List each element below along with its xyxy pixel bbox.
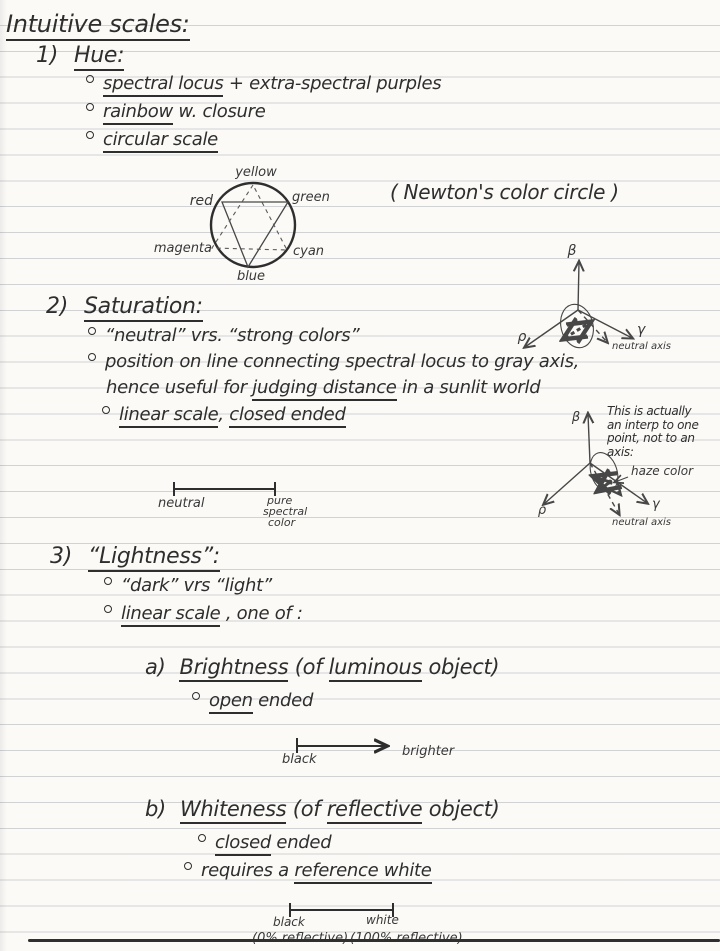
bullet-marker [88,327,96,335]
section-saturation-number: 2) [46,294,68,319]
margin-note-line4: axis: [607,444,634,459]
bullet-marker [198,834,206,842]
section-hue-number: 1) [36,43,58,68]
margin-note-line2: an interp to one [607,417,699,432]
brightness-scale-diagram [270,731,470,771]
section-hue-heading [36,43,124,68]
whiteness-letter: b) [145,797,166,821]
rho-label: ρ [537,503,547,518]
whiteness-head-post: object) [422,797,500,821]
rho-axis [525,310,578,347]
scale-right-label-line1: pure [267,494,293,507]
saturation-bullet-neutral-vs-strong [88,325,359,346]
margin-note-line1: This is actually [607,404,692,418]
section-hue-title: Hue: [74,43,124,71]
color-circle-diagram [150,160,380,295]
section-lightness-title: “Lightness”: [88,544,220,572]
whiteness-bullet1-underlined: closed [215,832,271,856]
brightness-bullet-open-ended [192,690,313,711]
whiteness-head-reflective: reflective [327,797,423,824]
section-lightness-heading [50,544,220,569]
margin-note-line3: point, not to an [607,431,695,445]
hue-bullet2-rest: w. closure [172,101,266,122]
whiteness-heading [145,797,500,821]
gamma-axis [578,310,632,338]
saturation-bullet2-line2-post: in a sunlit world [396,377,541,398]
bullet-marker [184,862,192,870]
section-saturation-title: Saturation: [84,294,203,322]
newton-caption: ( Newton's color circle ) [390,180,619,204]
haze-point [608,480,613,485]
rgb-axes-diagram-1 [488,238,698,368]
whiteness-bullet-closed-ended [198,832,331,853]
saturation-double-arrow [565,323,589,338]
section-saturation-heading [46,294,203,319]
label-blue: blue [236,269,266,284]
neutral-axis-label: neutral axis [612,341,671,352]
hue-bullet2-underlined: rainbow [103,101,173,125]
color-circle [211,183,295,267]
scale-right-label-line3: color [268,516,296,529]
whiteness-bullet2-pre: requires a [201,860,295,881]
scale-right-label: brighter [402,744,455,759]
saturation-bullet1-text: “neutral” vrs. “strong colors” [105,325,360,346]
label-magenta: magenta [153,241,212,256]
hue-bullet1-rest: + extra-spectral purples [223,73,442,94]
label-yellow: yellow [235,165,277,180]
hue-bullet-spectral-locus [86,73,441,94]
saturation-bullet3-underlined2: closed ended [229,404,345,428]
hue-bullet3-underlined: circular scale [103,129,218,153]
bullet-marker [102,406,110,414]
hue-bullet1-underlined: spectral locus [103,73,223,97]
haze-pointer-arrow [615,477,628,482]
whiteness-title: Whiteness [180,797,286,824]
lightness-bullet1-text: “dark” vrs “light” [121,575,272,596]
bullet-marker [86,75,94,83]
saturation-bullet3-separator: , [218,404,230,425]
haze-color-label: haze color [631,464,694,478]
neutral-axis-label: neutral axis [612,517,671,528]
gamma-label: γ [652,497,660,512]
bullet-marker [104,577,112,585]
saturation-bullet2-line2-pre: hence useful for [106,377,253,398]
whiteness-scale-diagram [240,896,510,951]
rgb-axes-diagram-2 [498,402,708,552]
brightness-head-post: object) [422,655,500,679]
brightness-letter: a) [145,655,166,679]
label-green: green [292,190,330,205]
lightness-bullet2-rest: , one of : [220,603,303,624]
page-title [6,10,190,38]
gamma-label: γ [637,322,646,338]
rho-label: ρ [517,329,527,345]
rho-axis [544,463,590,504]
section-lightness-number: 3) [50,544,72,569]
bullet-marker [86,131,94,139]
saturation-bullet3-underlined1: linear scale [119,404,218,428]
bullet-marker [104,605,112,613]
lightness-bullet2-underlined: linear scale [121,603,220,627]
brightness-head-luminous: luminous [329,655,422,682]
brightness-title: Brightness [179,655,288,682]
bullet-marker [86,103,94,111]
label-red: red [189,193,213,209]
lightness-bullet-dark-vs-light [104,575,272,596]
whiteness-head-mid: (of [286,797,327,821]
brightness-head-mid: (of [288,655,329,679]
beta-axis [578,262,579,310]
beta-axis [588,414,590,463]
page-title-text: Intuitive scales: [6,10,190,41]
brightness-heading [145,655,499,679]
whiteness-bullet-reference-white [184,860,432,881]
saturation-bullet-linear-scale [102,404,346,425]
bullet-marker [192,692,200,700]
whiteness-bullet1-rest: ended [271,832,332,853]
label-cyan: cyan [293,244,325,259]
scale-left-label: black [282,752,317,767]
saturation-bullet2-line2-underlined: judging distance [252,377,396,401]
hue-bullet-rainbow [86,101,266,122]
scale-left-label: neutral [158,496,205,511]
scale-right-label-line2: spectral [263,505,308,518]
scale-right-label: white [366,913,399,927]
saturation-bullet2-line1-text: position on line connecting spectral locus to gray axis, [105,351,580,372]
beta-label: β [571,410,581,425]
bullet-marker [88,353,96,361]
beta-label: β [567,243,577,259]
saturation-bullet-position-line1 [88,351,579,372]
saturation-bullet-position-line2 [106,377,540,398]
scale-left-label: black [273,915,305,929]
page-bottom-scan-edge [28,939,720,942]
brightness-bullet-rest: ended [252,690,314,711]
brightness-bullet-underlined: open [209,690,253,714]
whiteness-bullet2-underlined: reference white [294,860,431,884]
saturation-scale-diagram [150,470,310,532]
hue-bullet-circular-scale [86,129,218,150]
lightness-bullet-linear-scale [104,603,303,624]
